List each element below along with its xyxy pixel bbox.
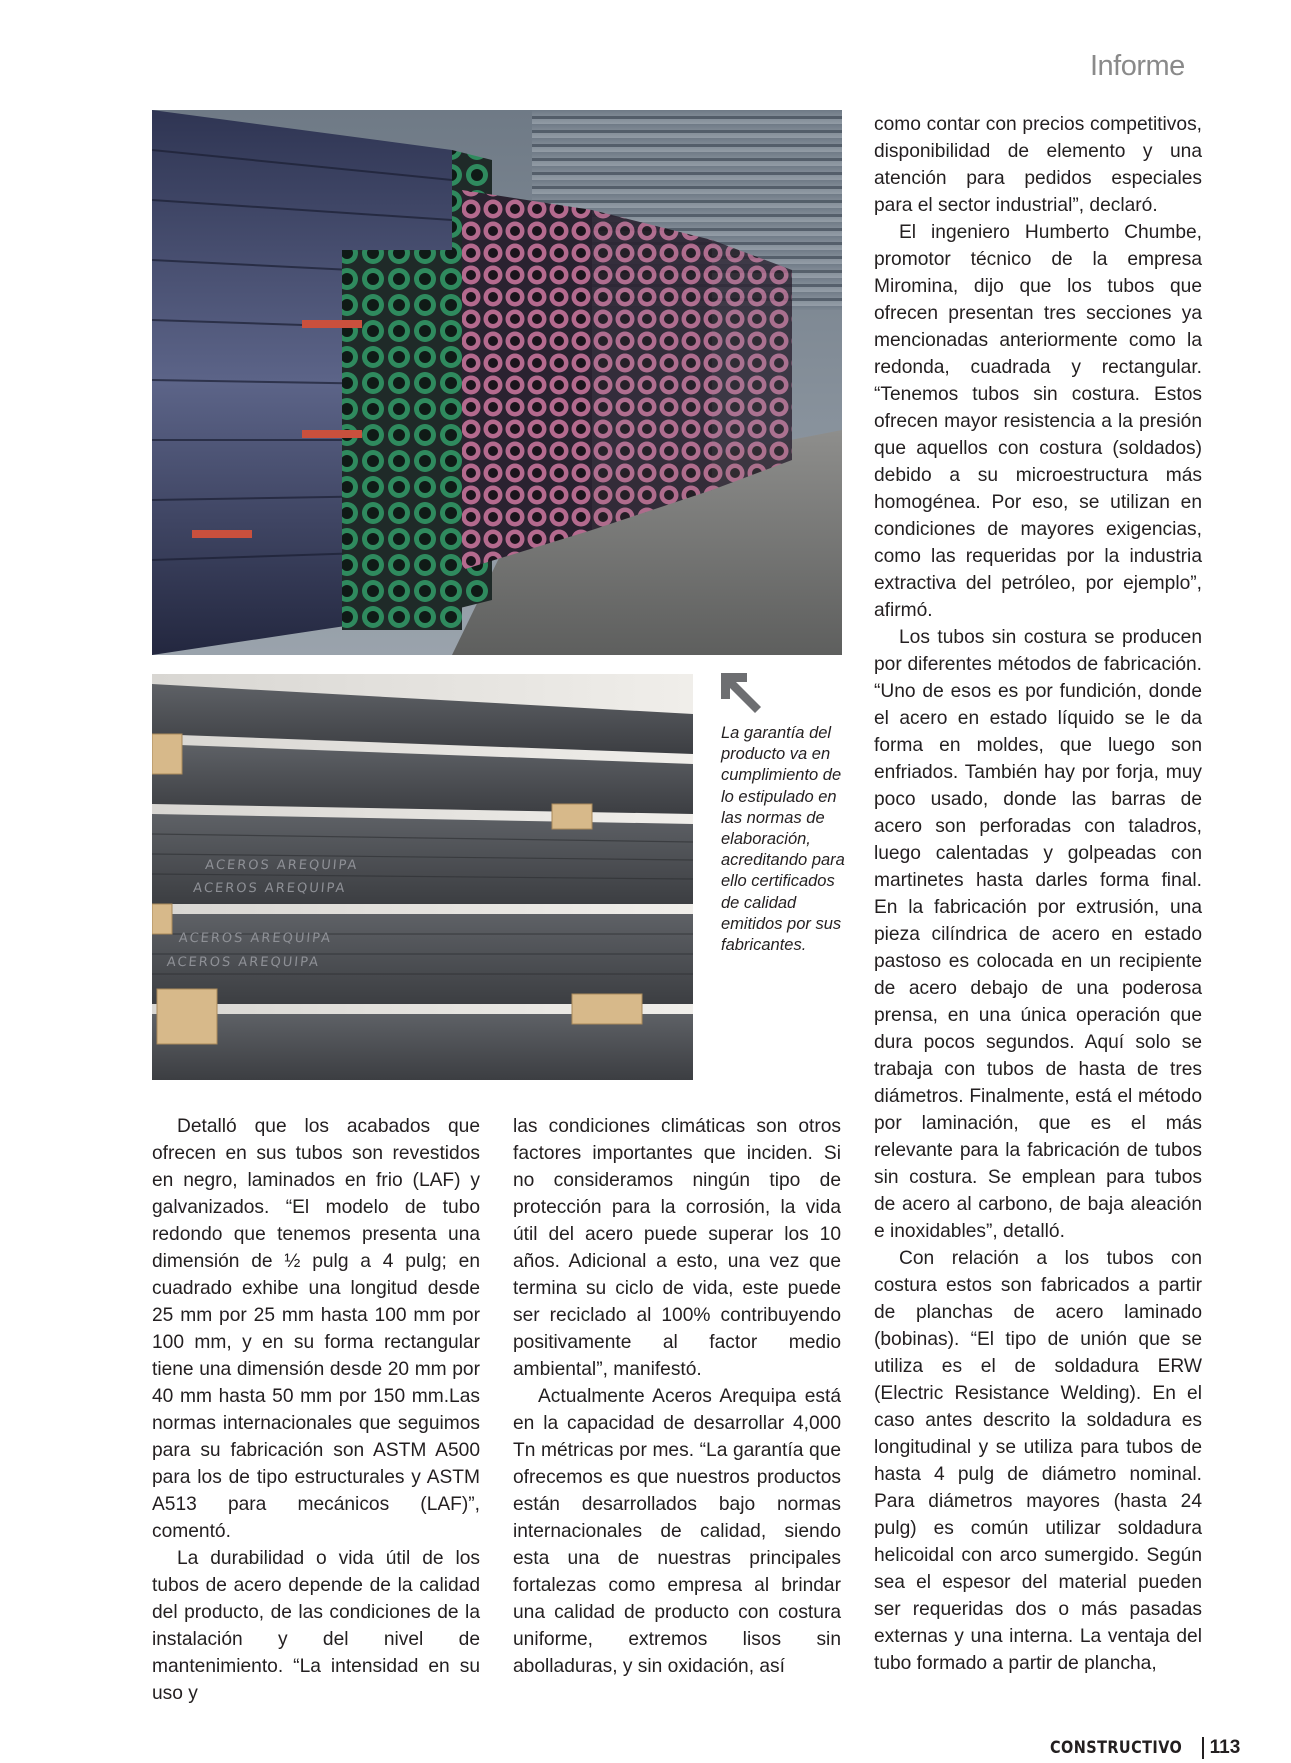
paragraph: como contar con precios competitivos, disponibilidad de elemento y una atención para pedidos especiales para el sector industrial”, declaró. bbox=[874, 114, 1202, 216]
article-column-1 bbox=[152, 1113, 480, 1707]
magazine-name: CONSTRUCTIVO bbox=[1050, 1738, 1183, 1758]
article-column-2 bbox=[513, 1113, 841, 1680]
paragraph: El ingeniero Humberto Chumbe, promotor técnico de la empresa Miromina, dijo que los tubos que ofrecen presentan tres secciones ya mencionadas anteriormente como la redonda, cuadrada y rectangular. “Tenemos tubos sin costura. Estos ofrecen mayor resistencia a la presión que aquellos con costura (soldados) debido a su microestructura más homogénea. Por eso, se utilizan en condiciones de mayores exigencias, como las requeridas por la industria extractiva del petróleo, por ejemplo”, afirmó. bbox=[874, 222, 1202, 621]
paragraph: Con relación a los tubos con costura estos son fabricados a partir de planchas de acero laminado (bobinas). “El tipo de unión que se utiliza es el de soldadura ERW (Electric Resistance Welding). En el caso antes descrito la soldadura es longitudinal y se utiliza para tubos de hasta 4 pulg de diámetro nominal. Para diámetros mayores (hasta 24 pulg) es común utilizar soldadura helicoidal con arco sumergido. Según sea el espesor del material pueden ser requeridas dos o más pasadas externas y una interna. La ventaja del tubo formado a partir de plancha, bbox=[874, 1248, 1202, 1674]
square-steel-tubes-stack-photo bbox=[152, 674, 693, 1080]
section-label: Informe bbox=[1090, 50, 1185, 82]
page-footer bbox=[1050, 1737, 1240, 1759]
page-number: 113 bbox=[1209, 1737, 1241, 1758]
article-column-3 bbox=[874, 111, 1202, 1677]
tube-stamp-text: ACEROS AREQUIPA bbox=[178, 931, 333, 946]
photo-caption: La garantía del producto va en cumplimiento de lo estipulado en las normas de elaboración, acreditando para ello certificados de calidad emitidos por sus fabricantes. bbox=[721, 724, 845, 955]
footer-divider bbox=[1202, 1737, 1204, 1759]
round-steel-tubes-warehouse-photo bbox=[152, 110, 842, 655]
paragraph: Los tubos sin costura se producen por diferentes métodos de fabricación. “Uno de esos es por fundición, donde el acero en estado líquido se le da forma en moldes, que luego son enfriados. También hay por forja, muy poco usado, donde las barras de acero son perforadas con taladros, luego calentadas y golpeadas con martinetes hasta darles forma final. En la fabricación por extrusión, una pieza cilíndrica de acero en estado pastoso es colocada en un recipiente de acero debajo de una poderosa prensa, en una única operación que dura pocos segundos. Aquí solo se trabaja con tubos de hasta de tres diámetros. Finalmente, está el método por laminación, que es el más relevante para la fabricación de tubos sin costura. Se emplean para tubos de acero al carbono, de baja aleación e inoxidables”, detalló. bbox=[874, 627, 1202, 1242]
paragraph: Actualmente Aceros Arequipa está en la capacidad de desarrollar 4,000 Tn métricas por mes. “La garantía que ofrecemos es que nuestros productos están desarrollados bajo normas internacionales de calidad, siendo esta una de nuestras principales fortalezas como empresa al brindar una calidad de producto con costura uniforme, extremos lisos sin abolladuras, y sin oxidación, así bbox=[513, 1386, 841, 1677]
paragraph: La durabilidad o vida útil de los tubos de acero depende de la calidad del producto, de las condiciones de la instalación y del nivel de mantenimiento. “La intensidad en su uso y bbox=[152, 1548, 480, 1704]
paragraph: las condiciones climáticas son otros factores importantes que inciden. Si no consideramos ningún tipo de protección para la corrosión, la vida útil del acero puede superar los 10 años. Adicional a esto, una vez que termina su ciclo de vida, este puede ser reciclado al 100% contribuyendo positivamente al factor medio ambiental”, manifestó. bbox=[513, 1116, 841, 1380]
paragraph: Detalló que los acabados que ofrecen en sus tubos son revestidos en negro, laminados en frio (LAF) y galvanizados. “El modelo de tubo redondo que tenemos presenta una dimensión de ½ pulg a 4 pulg; en cuadrado exhibe una longitud desde 25 mm por 25 mm hasta 100 mm por 100 mm, y en su forma rectangular tiene una dimensión desde 20 mm por 40 mm hasta 50 mm por 150 mm.Las normas internacionales que seguimos para su fabricación son ASTM A500 para los de tipo estructurales y ASTM A513 para mecánicos (LAF)”, comentó. bbox=[152, 1116, 480, 1542]
tube-stamp-text: ACEROS AREQUIPA bbox=[192, 881, 348, 896]
arrow-up-left-icon bbox=[721, 673, 761, 713]
tube-stamp-text: ACEROS AREQUIPA bbox=[166, 955, 321, 970]
tube-stamp-text: ACEROS AREQUIPA bbox=[204, 858, 360, 873]
